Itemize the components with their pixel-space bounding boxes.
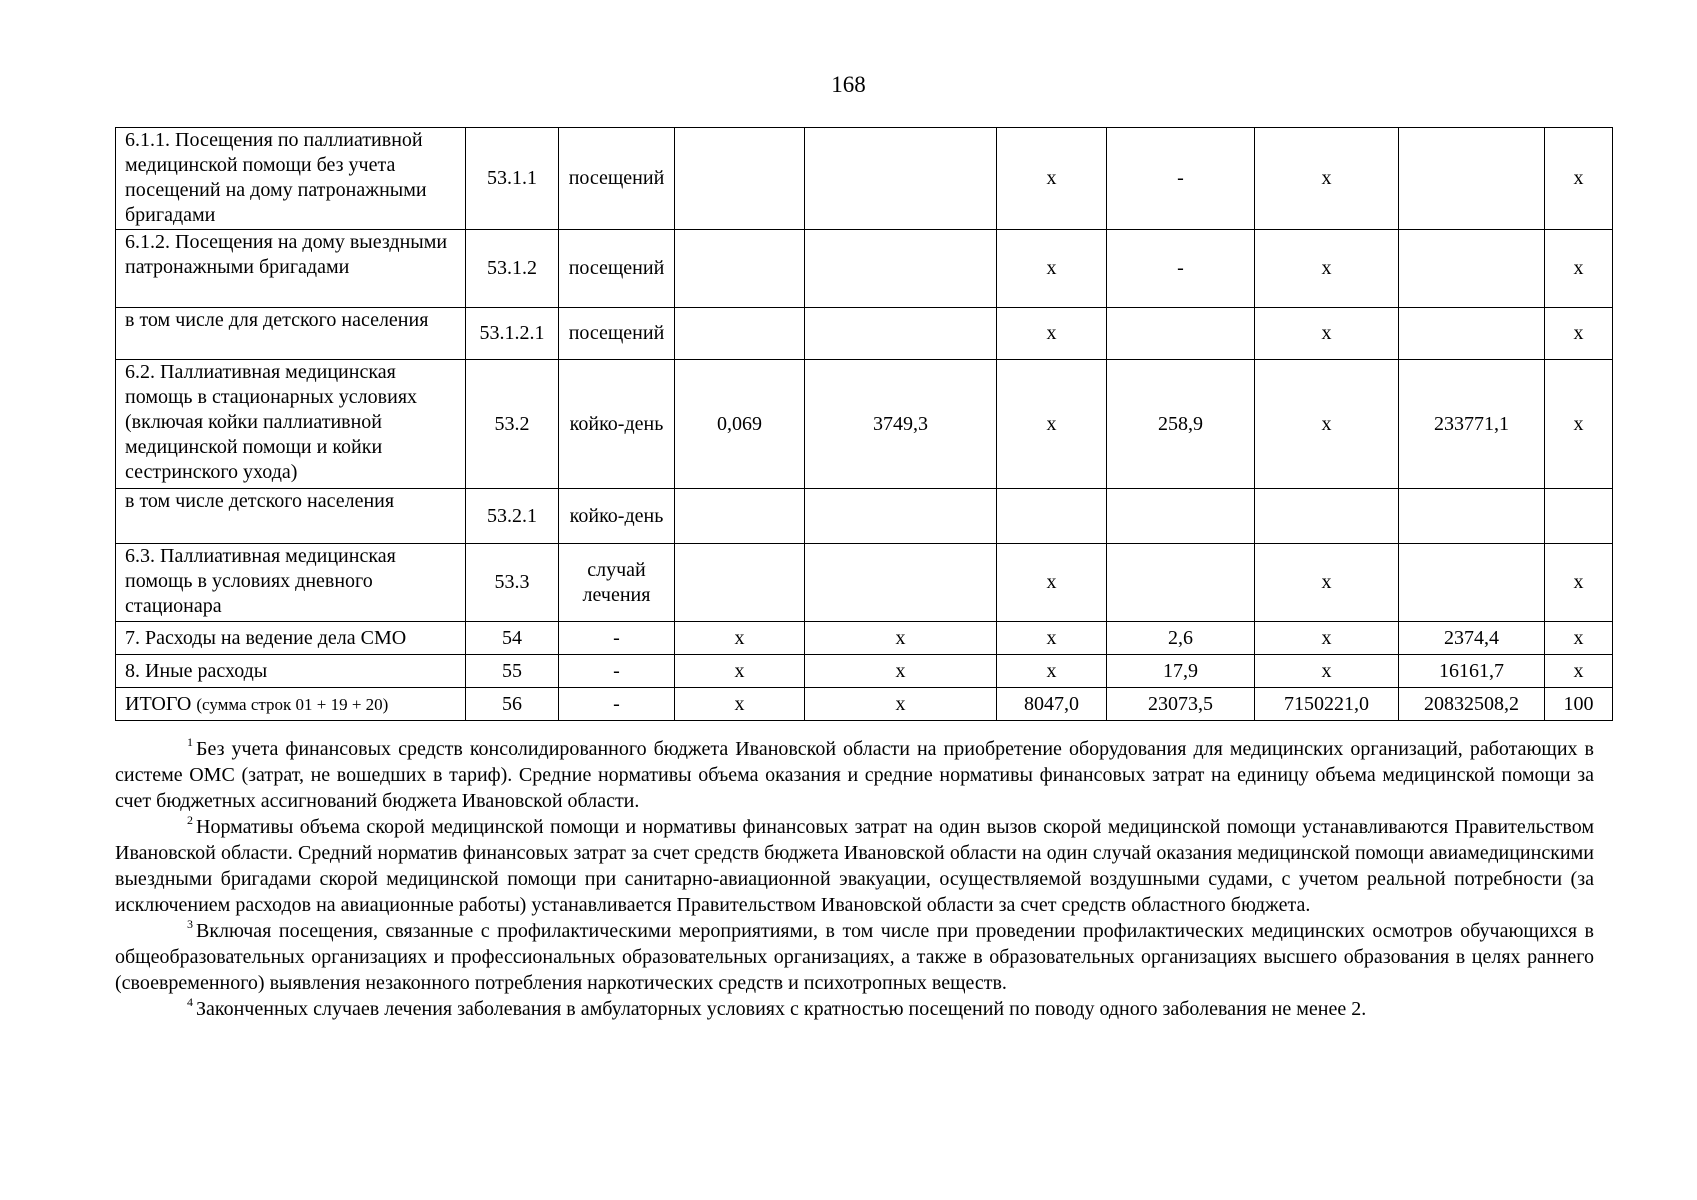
- cell-c5: х: [805, 688, 997, 721]
- footnote-1: [115, 736, 1594, 814]
- footnote-2: [115, 814, 1594, 918]
- cell-c7: 17,9: [1107, 655, 1255, 688]
- cell-c6: х: [997, 128, 1107, 230]
- cell-c8: х: [1255, 655, 1399, 688]
- total-note: (сумма строк 01 + 19 + 20): [196, 694, 389, 714]
- row-name: 7. Расходы на ведение дела СМО: [116, 622, 466, 655]
- row-unit: койко-день: [559, 489, 675, 544]
- row-code: 53.1.1: [466, 128, 559, 230]
- cell-c8: х: [1255, 230, 1399, 308]
- cell-c5: [805, 308, 997, 360]
- row-unit: -: [559, 655, 675, 688]
- footnotes: [115, 736, 1594, 1022]
- table-row: [116, 128, 1613, 230]
- cell-c4: [675, 489, 805, 544]
- cell-c4: [675, 308, 805, 360]
- cell-c4: [675, 128, 805, 230]
- cell-c4: х: [675, 622, 805, 655]
- cell-c10: х: [1545, 308, 1613, 360]
- cell-c8: [1255, 489, 1399, 544]
- cell-c7: 2,6: [1107, 622, 1255, 655]
- row-unit: -: [559, 688, 675, 721]
- cell-c9: 2374,4: [1399, 622, 1545, 655]
- cell-c4: 0,069: [675, 360, 805, 489]
- cell-c9: [1399, 230, 1545, 308]
- cell-c5: [805, 489, 997, 544]
- cell-c6: х: [997, 230, 1107, 308]
- row-name: 8. Иные расходы: [116, 655, 466, 688]
- cell-c8: х: [1255, 128, 1399, 230]
- cell-c4: [675, 230, 805, 308]
- total-row: [116, 688, 1613, 721]
- row-code: 53.1.2: [466, 230, 559, 308]
- cell-c6: 8047,0: [997, 688, 1107, 721]
- cell-c7: -: [1107, 128, 1255, 230]
- cell-c10: х: [1545, 622, 1613, 655]
- footnote-mark: 4: [187, 995, 193, 1009]
- cell-c7: 23073,5: [1107, 688, 1255, 721]
- cell-c5: х: [805, 622, 997, 655]
- cell-c8: 7150221,0: [1255, 688, 1399, 721]
- cell-c9: [1399, 489, 1545, 544]
- cell-c8: х: [1255, 622, 1399, 655]
- cell-c8: х: [1255, 308, 1399, 360]
- cell-c10: х: [1545, 655, 1613, 688]
- cell-c5: 3749,3: [805, 360, 997, 489]
- row-unit: случай лечения: [559, 544, 675, 622]
- row-code: 56: [466, 688, 559, 721]
- cell-c4: х: [675, 655, 805, 688]
- footnote-4: [115, 996, 1594, 1022]
- total-row-name: [116, 688, 466, 721]
- total-label: ИТОГО: [125, 692, 192, 715]
- row-code: 54: [466, 622, 559, 655]
- page-number: 168: [831, 72, 866, 97]
- cell-c7: 258,9: [1107, 360, 1255, 489]
- footnote-mark: 1: [187, 735, 193, 749]
- cell-c7: -: [1107, 230, 1255, 308]
- row-unit: посещений: [559, 308, 675, 360]
- cell-c5: [805, 128, 997, 230]
- row-code: 53.2: [466, 360, 559, 489]
- table-row: [116, 655, 1613, 688]
- cell-c7: [1107, 489, 1255, 544]
- cell-c7: [1107, 544, 1255, 622]
- row-code: 53.3: [466, 544, 559, 622]
- cell-c9: [1399, 128, 1545, 230]
- cell-c6: х: [997, 655, 1107, 688]
- row-unit: посещений: [559, 128, 675, 230]
- footnote-text: Включая посещения, связанные с профилактическими мероприятиями, в том числе при проведении профилактических медицинских осмотров обучающихся в общеобразовательных организациях и профессиональных образовательных организациях, а также в образовательных организациях высшего образования в целях раннего (своевременного) выявления незаконного потребления наркотических средств и психотропных веществ.: [115, 920, 1594, 994]
- cell-c6: х: [997, 360, 1107, 489]
- cell-c10: 100: [1545, 688, 1613, 721]
- cell-c9: [1399, 308, 1545, 360]
- row-code: 53.2.1: [466, 489, 559, 544]
- row-unit: койко-день: [559, 360, 675, 489]
- cell-c4: [675, 544, 805, 622]
- row-name: 6.1.1. Посещения по паллиативной медицинской помощи без учета посещений на дому патронажными бригадами: [116, 128, 466, 230]
- row-unit: посещений: [559, 230, 675, 308]
- cell-c5: [805, 544, 997, 622]
- cell-c10: х: [1545, 360, 1613, 489]
- cell-c10: х: [1545, 230, 1613, 308]
- cell-c7: [1107, 308, 1255, 360]
- cell-c8: х: [1255, 360, 1399, 489]
- cell-c5: х: [805, 655, 997, 688]
- footnote-text: Без учета финансовых средств консолидированного бюджета Ивановской области на приобретение оборудования для медицинских организаций, работающих в системе ОМС (затрат, не вошедших в тариф). Средние нормативы объема оказания и средние нормативы финансовых затрат на единицу объема медицинской помощи за счет бюджетных ассигнований бюджета Ивановской области.: [115, 738, 1594, 812]
- row-name: 6.1.2. Посещения на дому выездными патронажными бригадами: [116, 230, 466, 308]
- cell-c9: 16161,7: [1399, 655, 1545, 688]
- cell-c6: х: [997, 544, 1107, 622]
- footnote-3: [115, 918, 1594, 996]
- footnote-text: Нормативы объема скорой медицинской помощи и нормативы финансовых затрат на один вызов скорой медицинской помощи устанавливаются Правительством Ивановской области. Средний норматив финансовых затрат за счет средств бюджета Ивановской области на один случай оказания медицинской помощи авиамедицинскими выездными бригадами скорой медицинской помощи при санитарно-авиационной эвакуации, осуществляемой воздушными судами, с учетом реальной потребности (за исключением расходов на авиационные работы) устанавливается Правительством Ивановской области за счет средств областного бюджета.: [115, 816, 1594, 916]
- cell-c10: х: [1545, 128, 1613, 230]
- cell-c10: [1545, 489, 1613, 544]
- table-row: [116, 360, 1613, 489]
- row-name: в том числе для детского населения: [116, 308, 466, 360]
- footnote-mark: 2: [187, 813, 193, 827]
- row-name: 6.3. Паллиативная медицинская помощь в условиях дневного стационара: [116, 544, 466, 622]
- table-row: [116, 308, 1613, 360]
- row-code: 55: [466, 655, 559, 688]
- cell-c4: х: [675, 688, 805, 721]
- row-name: 6.2. Паллиативная медицинская помощь в стационарных условиях (включая койки паллиативной медицинской помощи и койки сестринского ухода): [116, 360, 466, 489]
- cell-c6: [997, 489, 1107, 544]
- table-row: [116, 544, 1613, 622]
- cell-c9: [1399, 544, 1545, 622]
- table-row: [116, 622, 1613, 655]
- row-unit: -: [559, 622, 675, 655]
- cell-c10: х: [1545, 544, 1613, 622]
- cell-c6: х: [997, 308, 1107, 360]
- footnote-text: Законченных случаев лечения заболевания в амбулаторных условиях с кратностью посещений по поводу одного заболевания не менее 2.: [196, 998, 1367, 1020]
- footnote-mark: 3: [187, 917, 193, 931]
- row-code: 53.1.2.1: [466, 308, 559, 360]
- cell-c9: 20832508,2: [1399, 688, 1545, 721]
- row-name: в том числе детского населения: [116, 489, 466, 544]
- table-row: [116, 230, 1613, 308]
- cell-c5: [805, 230, 997, 308]
- table-row: [116, 489, 1613, 544]
- cell-c9: 233771,1: [1399, 360, 1545, 489]
- cell-c8: х: [1255, 544, 1399, 622]
- financing-table: [115, 127, 1613, 721]
- cell-c6: х: [997, 622, 1107, 655]
